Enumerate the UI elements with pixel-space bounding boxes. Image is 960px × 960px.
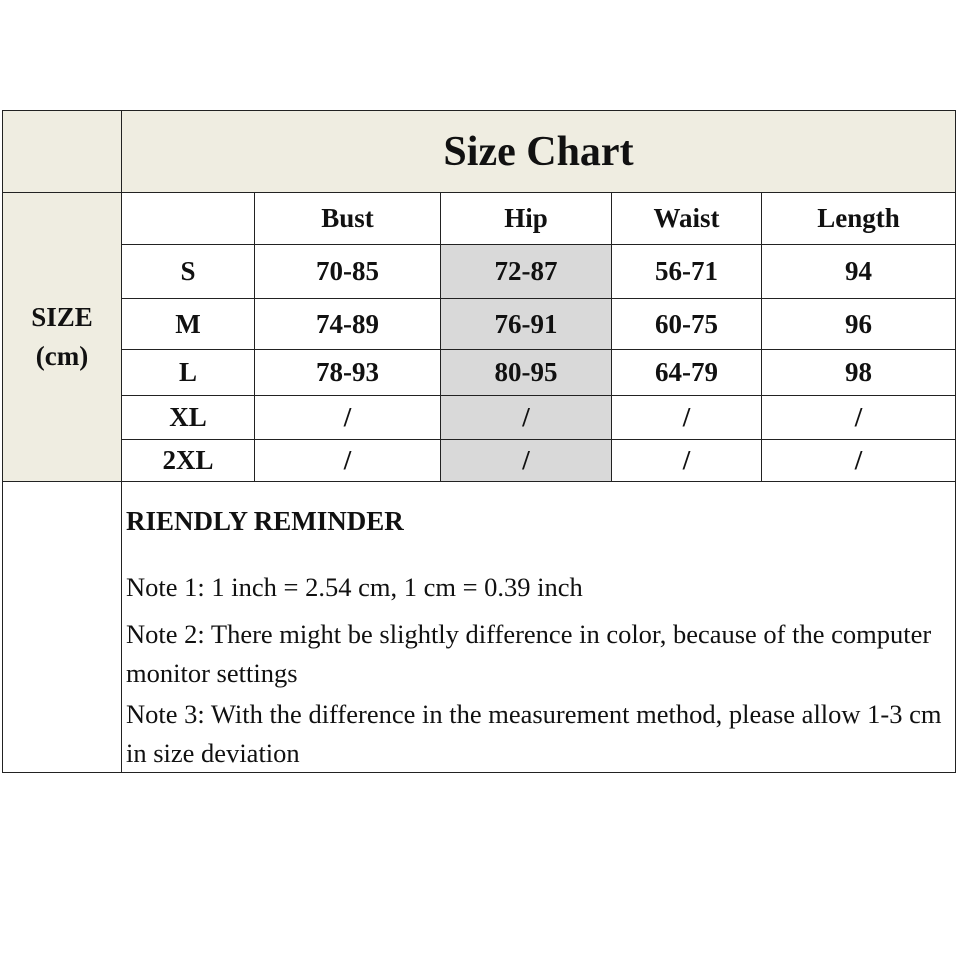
size-cell-xl (121, 395, 255, 440)
table-cell (254, 439, 441, 482)
hip-value: 80-95 (494, 357, 558, 387)
table-cell (611, 349, 762, 396)
table-cell (761, 439, 956, 482)
waist-value: 56-71 (655, 256, 718, 286)
hip-value: 72-87 (494, 256, 558, 286)
size-label: S (180, 256, 196, 286)
table-cell (440, 298, 612, 350)
size-label: 2XL (162, 445, 214, 475)
table-cell (254, 395, 441, 440)
table-cell (611, 395, 762, 440)
column-header-hip (440, 192, 612, 245)
table-cell (440, 395, 612, 440)
reminder-panel (121, 481, 956, 773)
hip-value: 76-91 (494, 308, 558, 339)
title-cell (121, 110, 956, 193)
column-header-label: Hip (504, 203, 548, 233)
length-value: / (854, 445, 863, 475)
waist-value: / (682, 445, 691, 475)
table-cell (761, 395, 956, 440)
size-label-line-2: (cm) (35, 341, 89, 371)
bust-value: / (343, 445, 352, 475)
header-blank-cell (121, 192, 255, 245)
size-chart-sheet (2, 110, 956, 773)
length-value: 96 (845, 308, 872, 339)
note-3: Note 3: With the difference in the measurement method, please allow 1-3 cm in size deviation (126, 699, 942, 768)
column-header-label: Length (817, 203, 900, 233)
note-2: Note 2: There might be slightly difference in color, because of the computer monitor settings (126, 619, 932, 688)
size-label-line-1: SIZE (31, 302, 93, 332)
size-label: M (175, 308, 201, 339)
length-value: / (854, 402, 863, 432)
length-value: 98 (845, 357, 872, 387)
column-header-waist (611, 192, 762, 245)
size-unit-label (31, 298, 93, 376)
waist-value: 64-79 (655, 357, 718, 387)
note-1: Note 1: 1 inch = 2.54 cm, 1 cm = 0.39 inch (126, 572, 583, 602)
column-header-label: Bust (321, 203, 374, 233)
column-header-label: Waist (653, 203, 720, 233)
page-title: Size Chart (443, 128, 634, 175)
bust-value: 70-85 (316, 256, 379, 286)
bust-value: 74-89 (316, 308, 379, 339)
size-cell-l (121, 349, 255, 396)
size-cell-s (121, 244, 255, 299)
reminder-title: RIENDLY REMINDER (126, 506, 404, 536)
bust-value: / (343, 402, 352, 432)
bust-value: 78-93 (316, 357, 379, 387)
size-label: L (178, 357, 197, 387)
size-label: XL (169, 402, 207, 432)
hip-value: / (522, 402, 530, 432)
corner-cell (2, 110, 122, 193)
column-header-bust (254, 192, 441, 245)
table-cell (440, 349, 612, 396)
size-cell-2xl (121, 439, 255, 482)
hip-value: / (522, 445, 530, 475)
column-header-length (761, 192, 956, 245)
notes-left-blank-cell (2, 481, 122, 773)
table-cell (254, 244, 441, 299)
table-cell (254, 349, 441, 396)
waist-value: 60-75 (655, 308, 718, 339)
table-cell (761, 349, 956, 396)
waist-value: / (682, 402, 691, 432)
table-cell (611, 439, 762, 482)
table-cell (254, 298, 441, 350)
table-cell (611, 298, 762, 350)
length-value: 94 (845, 256, 872, 286)
table-cell (611, 244, 762, 299)
table-cell (761, 244, 956, 299)
table-cell (761, 298, 956, 350)
size-cell-m (121, 298, 255, 350)
size-unit-cell (2, 192, 122, 482)
table-cell (440, 244, 612, 299)
table-cell (440, 439, 612, 482)
